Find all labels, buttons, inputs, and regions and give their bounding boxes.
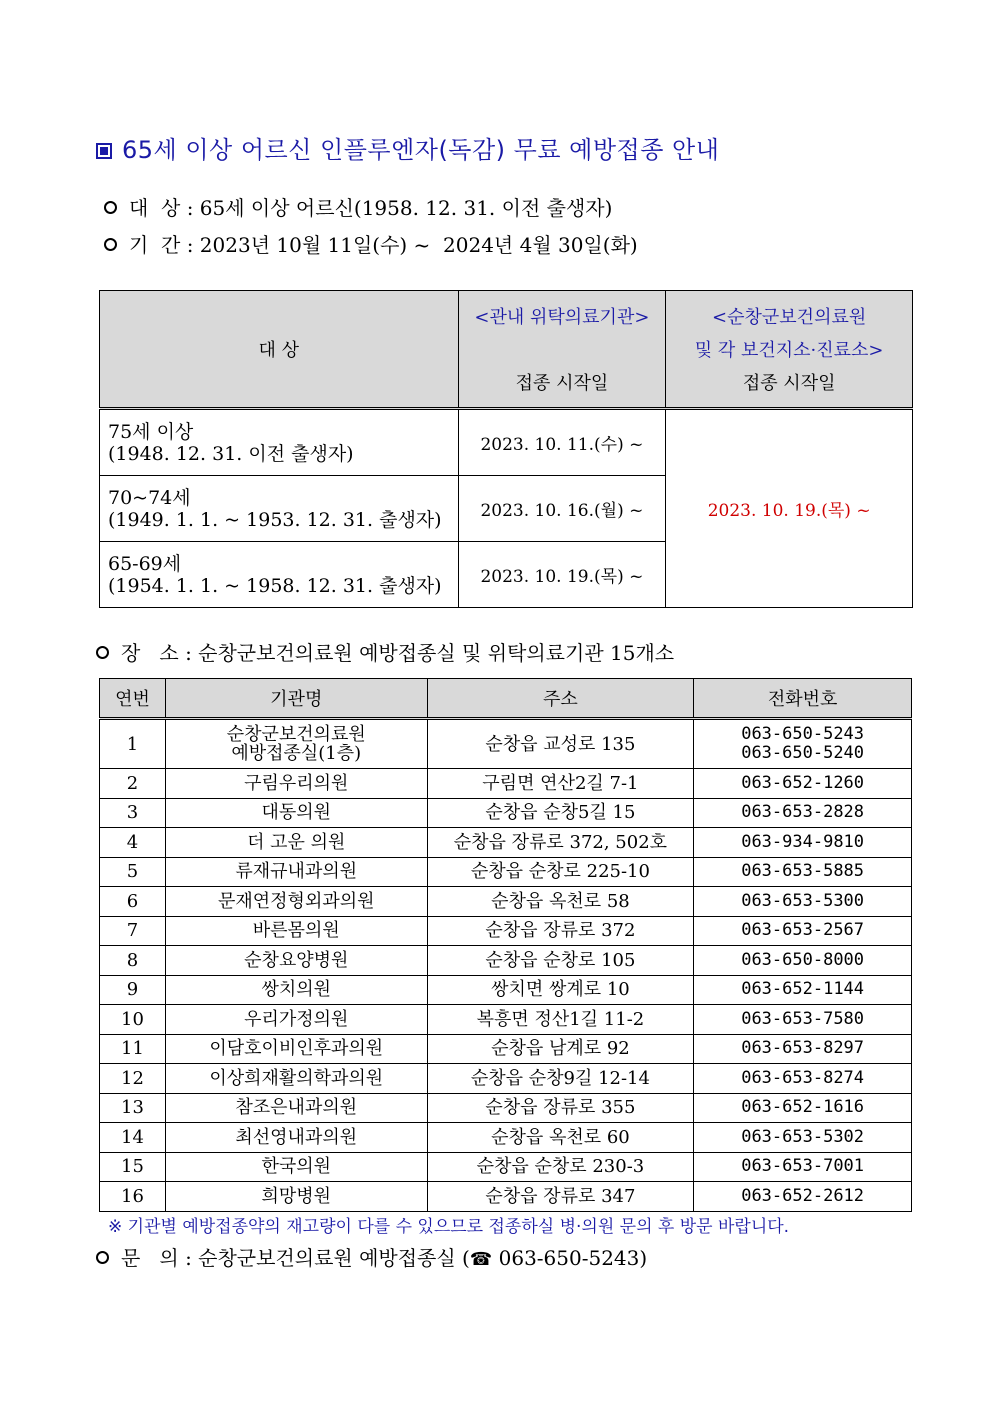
clinic-address-line: 순창읍 순창로 225-10 (470, 861, 650, 883)
clinic-name-line: 이담호이비인후과의원 (209, 1038, 384, 1060)
clinic-address (427, 1152, 694, 1182)
header-no: 연번 (100, 679, 166, 719)
header-center-title1: <순창군보건의료원 (712, 307, 867, 328)
clinic-address (427, 1005, 694, 1035)
phone-icon: ☎ (469, 1249, 493, 1270)
clinic-address (427, 857, 694, 887)
clinic-address-line: 복흥면 정산1길 11-2 (476, 1008, 645, 1030)
clinic-address-line: 쌍치면 쌍계로 10 (491, 979, 630, 1001)
clinic-phone-line: 063-650-5243 (741, 724, 865, 744)
clinic-name (165, 1123, 427, 1153)
table-row (100, 1093, 912, 1123)
row-number-line: 12 (121, 1067, 144, 1089)
table-row (100, 1182, 912, 1212)
clinic-phone (694, 946, 912, 976)
birth-range: (1948. 12. 31. 이전 출생자) (108, 442, 354, 465)
clinic-phone-line: 063-653-7580 (741, 1008, 865, 1029)
row-number (100, 769, 166, 799)
clinic-name (165, 887, 427, 917)
clinic-address (427, 975, 694, 1005)
clinic-start-date: 2023. 10. 11.(수) ~ (458, 409, 666, 476)
clinic-phone (694, 828, 912, 858)
clinic-name-line: 쌍치의원 (261, 979, 332, 1001)
clinic-address-line: 구림면 연산2길 7-1 (482, 772, 639, 794)
contact-text: 문 의 : 순창군보건의료원 예방접종실 ( (121, 1246, 470, 1270)
square-bullet-icon (96, 143, 112, 159)
clinic-name-line: 구림우리의원 (244, 772, 349, 794)
clinic-address (427, 1034, 694, 1064)
clinic-name-line: 순창요양병원 (244, 949, 349, 971)
title-text: 65세 이상 어르신 인플루엔자(독감) 무료 예방접종 안내 (122, 136, 720, 164)
clinic-name-line: 대동의원 (261, 802, 332, 824)
clinic-phone-line: 063-653-5302 (741, 1126, 865, 1147)
clinic-address (427, 1182, 694, 1212)
health-center-start-date: 2023. 10. 19.(목) ~ (666, 409, 913, 608)
clinic-address-line: 순창읍 장류로 355 (485, 1097, 636, 1119)
clinic-phone (694, 798, 912, 828)
clinic-name (165, 916, 427, 946)
clinic-address-line: 순창읍 장류로 372, 502호 (453, 831, 668, 853)
row-number-line: 9 (126, 979, 139, 1001)
clinic-name (165, 946, 427, 976)
clinic-start-date: 2023. 10. 19.(목) ~ (458, 542, 666, 608)
row-number-line: 11 (121, 1038, 144, 1060)
row-number-line: 13 (121, 1097, 144, 1119)
place-text: 장 소 : 순창군보건의료원 예방접종실 및 위탁의료기관 15개소 (121, 641, 675, 665)
clinic-phone-line: 063-653-5885 (741, 861, 865, 882)
clinic-address-line: 순창읍 순창5길 15 (485, 802, 636, 824)
row-number (100, 1064, 166, 1094)
table-row (100, 769, 912, 799)
row-number (100, 857, 166, 887)
row-number-line: 14 (121, 1126, 144, 1148)
table-row (100, 916, 912, 946)
clinic-address-line: 순창읍 장류로 372 (485, 920, 636, 942)
clinic-phone-line: 063-653-8274 (741, 1067, 865, 1088)
clinic-phone (694, 1152, 912, 1182)
row-number-line: 1 (126, 733, 139, 755)
clinic-name (165, 1093, 427, 1123)
clinic-name-line: 순창군보건의료원 (226, 724, 366, 745)
header-phone: 전화번호 (694, 679, 912, 719)
clinic-name-line: 바른몸의원 (252, 920, 340, 942)
clinic-name-line: 이상희재활의학과의원 (209, 1067, 384, 1089)
circle-bullet-icon (104, 201, 117, 214)
row-number-line: 2 (126, 772, 139, 794)
clinic-phone (694, 1123, 912, 1153)
clinic-phone (694, 719, 912, 769)
clinic-name-line: 최선영내과의원 (235, 1126, 358, 1148)
page-title (96, 130, 719, 165)
clinic-address-line: 순창읍 장류로 347 (485, 1185, 636, 1207)
birth-range: (1954. 1. 1. ~ 1958. 12. 31. 출생자) (108, 574, 442, 597)
clinic-phone-line: 063-653-2828 (741, 802, 865, 823)
row-number-line: 5 (126, 861, 139, 883)
row-number (100, 719, 166, 769)
clinic-address-line: 순창읍 순창로 230-3 (476, 1156, 645, 1178)
header-clinic-start (458, 291, 666, 409)
clinic-phone (694, 1005, 912, 1035)
row-number (100, 916, 166, 946)
contact-line (96, 1242, 647, 1271)
header-center-sub: 접종 시작일 (742, 373, 836, 394)
table-row (100, 1123, 912, 1153)
row-number (100, 1123, 166, 1153)
clinic-address (427, 1123, 694, 1153)
clinic-name (165, 798, 427, 828)
clinic-address (427, 1064, 694, 1094)
header-center-title2: 및 각 보건지소·진료소> (694, 340, 884, 361)
clinic-name-line: 참조은내과의원 (235, 1097, 358, 1119)
circle-bullet-icon (96, 1251, 109, 1264)
clinic-phone (694, 975, 912, 1005)
clinic-name-line: 예방접종실(1층) (231, 743, 362, 764)
stock-note: ※ 기관별 예방접종약의 재고량이 다를 수 있으므로 접종하실 병·의원 문의 후 방문 바랍니다. (108, 1217, 790, 1237)
clinic-phone-line: 063-650-8000 (741, 949, 865, 970)
row-number-line: 6 (126, 890, 139, 912)
clinic-phone-line: 063-653-5300 (741, 890, 865, 911)
clinic-name (165, 1034, 427, 1064)
clinic-name (165, 857, 427, 887)
header-address: 주소 (427, 679, 694, 719)
clinic-name (165, 828, 427, 858)
clinic-phone-line: 063-650-5240 (741, 743, 865, 763)
clinic-address-line: 순창읍 옥천로 58 (491, 890, 630, 912)
clinic-name (165, 1152, 427, 1182)
clinic-phone (694, 1182, 912, 1212)
row-number (100, 1152, 166, 1182)
table-row (100, 798, 912, 828)
clinic-phone-line: 063-652-1144 (741, 979, 865, 1000)
clinic-name-line: 희망병원 (261, 1185, 332, 1207)
table-row (100, 828, 912, 858)
clinic-name-line: 한국의원 (261, 1156, 332, 1178)
schedule-row (100, 409, 913, 476)
schedule-table (99, 290, 913, 608)
clinic-address-line: 순창읍 순창9길 12-14 (470, 1067, 650, 1089)
clinic-name-line: 류재규내과의원 (235, 861, 358, 883)
age-group: 70~74세 (108, 486, 191, 509)
clinic-phone (694, 887, 912, 917)
table-row (100, 975, 912, 1005)
row-number-line: 7 (126, 920, 139, 942)
clinic-phone (694, 1093, 912, 1123)
clinic-address (427, 719, 694, 769)
clinic-name (165, 719, 427, 769)
age-group: 75세 이상 (108, 420, 194, 443)
table-row (100, 946, 912, 976)
clinic-phone-line: 063-934-9810 (741, 831, 865, 852)
row-number-line: 10 (121, 1008, 144, 1030)
clinic-address-line: 순창읍 남계로 92 (491, 1038, 630, 1060)
target-text: 대 상 : 65세 이상 어르신(1958. 12. 31. 이전 출생자) (129, 196, 613, 220)
contact-phone: 063-650-5243) (492, 1246, 648, 1270)
clinic-address (427, 946, 694, 976)
circle-bullet-icon (104, 238, 117, 251)
clinic-name (165, 1182, 427, 1212)
clinic-phone-line: 063-653-7001 (741, 1156, 865, 1177)
clinic-address-line: 순창읍 교성로 135 (485, 733, 636, 755)
clinic-phone-line: 063-652-1616 (741, 1097, 865, 1118)
header-clinic-title: <관내 위탁의료기관> (474, 307, 650, 328)
row-number-line: 3 (126, 802, 139, 824)
target-line (104, 192, 612, 221)
row-number (100, 975, 166, 1005)
clinic-name-line: 더 고운 의원 (247, 831, 346, 853)
period-text: 기 간 : 2023년 10월 11일(수) ~ 2024년 4월 30일(화) (129, 233, 638, 257)
clinic-address (427, 828, 694, 858)
clinic-name (165, 1064, 427, 1094)
clinic-name-line: 우리가정의원 (244, 1008, 349, 1030)
clinic-table (99, 678, 912, 1212)
birth-range: (1949. 1. 1. ~ 1953. 12. 31. 출생자) (108, 508, 442, 531)
period-line (104, 229, 638, 258)
clinic-address (427, 916, 694, 946)
clinic-phone (694, 857, 912, 887)
row-number (100, 798, 166, 828)
row-number-line: 8 (126, 949, 139, 971)
header-health-center-start (666, 291, 913, 409)
age-group: 65-69세 (108, 552, 182, 575)
row-number (100, 1034, 166, 1064)
row-number (100, 946, 166, 976)
row-number (100, 887, 166, 917)
clinic-phone (694, 769, 912, 799)
clinic-phone (694, 916, 912, 946)
clinic-start-date: 2023. 10. 16.(월) ~ (458, 476, 666, 542)
table-row (100, 719, 912, 769)
table-row (100, 887, 912, 917)
row-number-line: 15 (121, 1156, 144, 1178)
header-name: 기관명 (165, 679, 427, 719)
clinic-phone (694, 1034, 912, 1064)
clinic-name-line: 문재연정형외과의원 (218, 890, 375, 912)
row-number (100, 828, 166, 858)
place-line (96, 637, 674, 666)
row-number (100, 1182, 166, 1212)
row-number-line: 4 (126, 831, 139, 853)
clinic-phone-line: 063-653-2567 (741, 920, 865, 941)
clinic-name (165, 769, 427, 799)
clinic-phone-line: 063-652-1260 (741, 772, 865, 793)
table-row (100, 1034, 912, 1064)
clinic-name (165, 1005, 427, 1035)
table-row (100, 1064, 912, 1094)
row-number (100, 1093, 166, 1123)
row-number (100, 1005, 166, 1035)
table-row (100, 1005, 912, 1035)
circle-bullet-icon (96, 646, 109, 659)
clinic-phone-line: 063-653-8297 (741, 1038, 865, 1059)
clinic-address (427, 769, 694, 799)
clinic-address (427, 798, 694, 828)
row-number-line: 16 (121, 1185, 144, 1207)
clinic-address (427, 1093, 694, 1123)
clinic-address-line: 순창읍 순창로 105 (485, 949, 636, 971)
clinic-address (427, 887, 694, 917)
clinic-name (165, 975, 427, 1005)
header-target: 대 상 (100, 291, 459, 409)
table-row (100, 857, 912, 887)
table-row (100, 1152, 912, 1182)
clinic-address-line: 순창읍 옥천로 60 (491, 1126, 630, 1148)
clinic-phone (694, 1064, 912, 1094)
header-clinic-sub: 접종 시작일 (515, 373, 609, 394)
clinic-phone-line: 063-652-2612 (741, 1185, 865, 1206)
